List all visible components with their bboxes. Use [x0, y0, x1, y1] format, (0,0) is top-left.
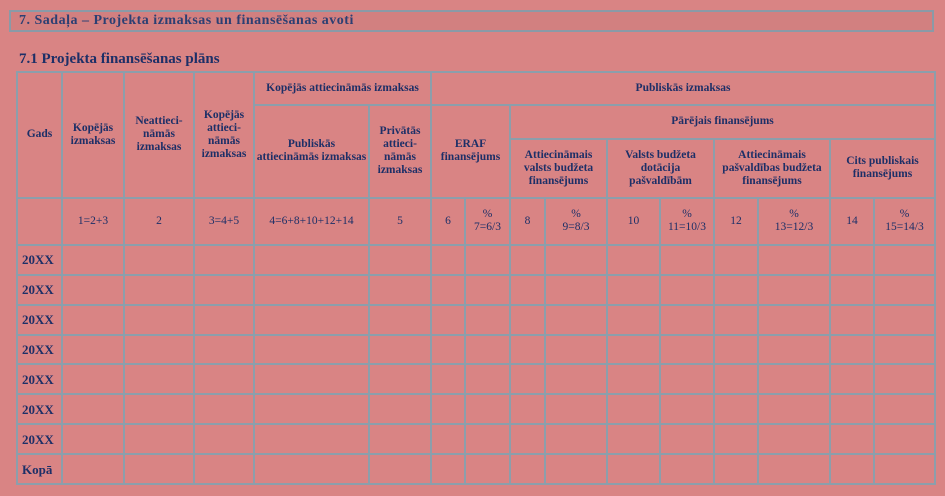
amount-cell[interactable]: [431, 394, 465, 424]
amount-cell[interactable]: [758, 424, 830, 454]
amount-cell[interactable]: [545, 454, 607, 484]
amount-cell[interactable]: [830, 454, 874, 484]
amount-cell[interactable]: [607, 364, 660, 394]
amount-cell[interactable]: [431, 305, 465, 335]
amount-cell[interactable]: [714, 275, 758, 305]
header-neattiecinamas-izmaksas: Neattieci-nāmās izmaksas: [124, 72, 194, 198]
amount-cell[interactable]: [714, 335, 758, 365]
header-kopejas-attiecinamas-group: Kopējās attiecināmās izmaksas: [254, 72, 431, 105]
data-rows: [17, 245, 935, 484]
amount-cell[interactable]: [660, 424, 714, 454]
amount-cell[interactable]: [369, 364, 431, 394]
formula-cell-percent: [758, 198, 830, 245]
amount-cell[interactable]: [369, 275, 431, 305]
formula-cell: 12: [714, 198, 758, 245]
amount-cell[interactable]: [465, 305, 510, 335]
amount-cell[interactable]: [369, 335, 431, 365]
amount-cell[interactable]: [830, 424, 874, 454]
amount-cell[interactable]: [714, 305, 758, 335]
amount-cell[interactable]: [369, 394, 431, 424]
amount-cell[interactable]: [607, 424, 660, 454]
amount-cell[interactable]: [431, 454, 465, 484]
amount-cell[interactable]: [194, 275, 254, 305]
amount-cell[interactable]: [62, 394, 124, 424]
amount-cell[interactable]: [254, 424, 369, 454]
amount-cell[interactable]: [465, 394, 510, 424]
amount-cell[interactable]: [254, 364, 369, 394]
year-row: [17, 275, 935, 305]
formula-cell-percent: [660, 198, 714, 245]
amount-cell[interactable]: [254, 454, 369, 484]
amount-cell[interactable]: [758, 454, 830, 484]
amount-cell[interactable]: [510, 275, 545, 305]
amount-cell[interactable]: [62, 275, 124, 305]
amount-cell[interactable]: [714, 245, 758, 275]
row-label: 20XX: [17, 394, 62, 424]
amount-cell[interactable]: [62, 245, 124, 275]
year-row: [17, 305, 935, 335]
amount-cell[interactable]: [369, 424, 431, 454]
formula-cell: 3=4+5: [194, 198, 254, 245]
formula-cell: 5: [369, 198, 431, 245]
amount-cell[interactable]: [874, 394, 935, 424]
header-eraf-finansejums: ERAF finansējums: [431, 105, 510, 198]
amount-cell[interactable]: [874, 275, 935, 305]
header-kopejas-izmaksas: Kopējās izmaksas: [62, 72, 124, 198]
amount-cell[interactable]: [714, 394, 758, 424]
formula-cell-empty: [17, 198, 62, 245]
amount-cell[interactable]: [194, 424, 254, 454]
percent-formula: 11=10/3: [667, 221, 706, 234]
amount-cell[interactable]: [874, 245, 935, 275]
amount-cell[interactable]: [660, 245, 714, 275]
amount-cell[interactable]: [465, 364, 510, 394]
row-label: 20XX: [17, 364, 62, 394]
header-pasvaldibas-finansejums: Attiecināmais pašvaldības budžeta finansējums: [714, 139, 830, 198]
amount-cell[interactable]: [194, 394, 254, 424]
header-privatas-izmaksas: Privātās attieci-nāmās izmaksas: [369, 105, 431, 198]
amount-cell[interactable]: [660, 305, 714, 335]
amount-cell[interactable]: [124, 245, 194, 275]
amount-cell[interactable]: [510, 245, 545, 275]
header-kopejas-attiecinamas-izmaksas: Kopējās attieci-nāmās izmaksas: [194, 72, 254, 198]
amount-cell[interactable]: [194, 364, 254, 394]
amount-cell[interactable]: [254, 335, 369, 365]
amount-cell[interactable]: [660, 394, 714, 424]
row-label: Kopā: [17, 454, 62, 484]
header-valsts-budzeta-finansejums: Attiecināmais valsts budžeta finansējums: [510, 139, 607, 198]
amount-cell[interactable]: [254, 394, 369, 424]
table-subtitle: 7.1 Projekta finansēšanas plāns: [19, 51, 220, 67]
formula-cell: 2: [124, 198, 194, 245]
amount-cell[interactable]: [714, 364, 758, 394]
amount-cell[interactable]: [830, 245, 874, 275]
amount-cell[interactable]: [545, 305, 607, 335]
amount-cell[interactable]: [465, 424, 510, 454]
amount-cell[interactable]: [545, 364, 607, 394]
amount-cell[interactable]: [660, 454, 714, 484]
formula-cell: 8: [510, 198, 545, 245]
amount-cell[interactable]: [124, 394, 194, 424]
formula-cell: 6: [431, 198, 465, 245]
row-label: 20XX: [17, 305, 62, 335]
total-row: [17, 454, 935, 484]
amount-cell[interactable]: [124, 364, 194, 394]
percent-sign: %: [899, 208, 910, 221]
amount-cell[interactable]: [874, 305, 935, 335]
header-cits-publiskais-finansejums: Cits publiskais finansējums: [830, 139, 935, 198]
amount-cell[interactable]: [510, 394, 545, 424]
amount-cell[interactable]: [758, 275, 830, 305]
amount-cell[interactable]: [465, 275, 510, 305]
header-gads: Gads: [17, 72, 62, 198]
percent-formula: 15=14/3: [885, 221, 924, 234]
amount-cell[interactable]: [62, 364, 124, 394]
formula-cell-percent: [465, 198, 510, 245]
amount-cell[interactable]: [62, 424, 124, 454]
amount-cell[interactable]: [758, 364, 830, 394]
amount-cell[interactable]: [62, 454, 124, 484]
amount-cell[interactable]: [431, 245, 465, 275]
header-publiskas-attiecinamas-izmaksas: Publiskās attiecināmās izmaksas: [254, 105, 369, 198]
amount-cell[interactable]: [607, 275, 660, 305]
amount-cell[interactable]: [510, 454, 545, 484]
amount-cell[interactable]: [830, 275, 874, 305]
amount-cell[interactable]: [62, 335, 124, 365]
amount-cell[interactable]: [758, 394, 830, 424]
amount-cell[interactable]: [510, 335, 545, 365]
amount-cell[interactable]: [510, 305, 545, 335]
amount-cell[interactable]: [124, 275, 194, 305]
amount-cell[interactable]: [124, 305, 194, 335]
amount-cell[interactable]: [874, 335, 935, 365]
amount-cell[interactable]: [369, 454, 431, 484]
year-row: [17, 245, 935, 275]
amount-cell[interactable]: [510, 364, 545, 394]
row-label: 20XX: [17, 424, 62, 454]
amount-cell[interactable]: [545, 275, 607, 305]
amount-cell[interactable]: [607, 245, 660, 275]
amount-cell[interactable]: [124, 424, 194, 454]
amount-cell[interactable]: [758, 305, 830, 335]
amount-cell[interactable]: [874, 454, 935, 484]
percent-formula: 7=6/3: [474, 221, 501, 234]
amount-cell[interactable]: [124, 454, 194, 484]
formula-cell-percent: [545, 198, 607, 245]
amount-cell[interactable]: [194, 305, 254, 335]
amount-cell[interactable]: [465, 335, 510, 365]
percent-sign: %: [682, 208, 692, 221]
amount-cell[interactable]: [830, 305, 874, 335]
amount-cell[interactable]: [254, 245, 369, 275]
percent-formula: 13=12/3: [774, 221, 814, 234]
section-title: 7. Sadaļa – Projekta izmaksas un finansēšanas avoti: [9, 10, 934, 32]
amount-cell[interactable]: [465, 454, 510, 484]
amount-cell[interactable]: [714, 454, 758, 484]
amount-cell[interactable]: [431, 364, 465, 394]
amount-cell[interactable]: [874, 424, 935, 454]
amount-cell[interactable]: [194, 335, 254, 365]
amount-cell[interactable]: [660, 335, 714, 365]
row-label: 20XX: [17, 245, 62, 275]
amount-cell[interactable]: [369, 305, 431, 335]
amount-cell[interactable]: [431, 424, 465, 454]
amount-cell[interactable]: [431, 335, 465, 365]
amount-cell[interactable]: [607, 454, 660, 484]
formula-cell: 10: [607, 198, 660, 245]
amount-cell[interactable]: [660, 364, 714, 394]
amount-cell[interactable]: [62, 305, 124, 335]
formula-cell: 1=2+3: [62, 198, 124, 245]
percent-sign: %: [482, 208, 493, 221]
year-row: [17, 394, 935, 424]
percent-sign: %: [789, 208, 799, 221]
header-parejais-finansejums: Pārējais finansējums: [510, 105, 935, 139]
amount-cell[interactable]: [874, 364, 935, 394]
year-row: [17, 424, 935, 454]
amount-cell[interactable]: [607, 394, 660, 424]
amount-cell[interactable]: [369, 245, 431, 275]
formula-cell: 4=6+8+10+12+14: [254, 198, 369, 245]
percent-sign: %: [571, 208, 581, 221]
amount-cell[interactable]: [545, 245, 607, 275]
amount-cell[interactable]: [194, 245, 254, 275]
row-label: 20XX: [17, 275, 62, 305]
amount-cell[interactable]: [545, 394, 607, 424]
amount-cell[interactable]: [124, 335, 194, 365]
header-valsts-budzeta-dotacija: Valsts budžeta dotācija pašvaldībām: [607, 139, 714, 198]
amount-cell[interactable]: [465, 245, 510, 275]
amount-cell[interactable]: [254, 305, 369, 335]
amount-cell[interactable]: [607, 335, 660, 365]
amount-cell[interactable]: [545, 424, 607, 454]
amount-cell[interactable]: [714, 424, 758, 454]
amount-cell[interactable]: [660, 275, 714, 305]
amount-cell[interactable]: [758, 335, 830, 365]
row-label: 20XX: [17, 335, 62, 365]
formula-cell-percent: [874, 198, 935, 245]
header-publiskas-izmaksas: Publiskās izmaksas: [431, 72, 935, 105]
amount-cell[interactable]: [254, 275, 369, 305]
formula-cell: 14: [830, 198, 874, 245]
percent-formula: 9=8/3: [562, 221, 590, 234]
amount-cell[interactable]: [830, 335, 874, 365]
amount-cell[interactable]: [830, 364, 874, 394]
amount-cell[interactable]: [510, 424, 545, 454]
amount-cell[interactable]: [758, 245, 830, 275]
financing-plan-table: [16, 71, 936, 485]
amount-cell[interactable]: [830, 394, 874, 424]
amount-cell[interactable]: [431, 275, 465, 305]
year-row: [17, 335, 935, 365]
amount-cell[interactable]: [607, 305, 660, 335]
amount-cell[interactable]: [545, 335, 607, 365]
year-row: [17, 364, 935, 394]
amount-cell[interactable]: [194, 454, 254, 484]
